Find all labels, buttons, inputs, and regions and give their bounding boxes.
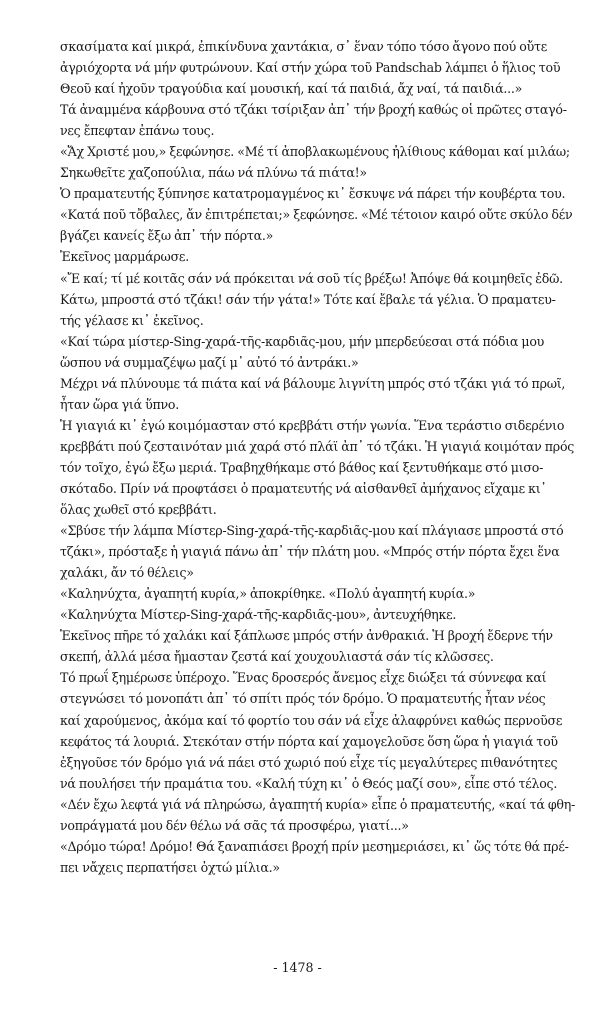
page-body bbox=[60, 36, 576, 878]
text-line: «Ἄχ Χριστέ μου,» ξεφώνησε. «Μέ τί ἀποβλακωμένους ἠλίθιους κάθομαι καί μιλάω; bbox=[60, 144, 570, 160]
text-line: κεφάτος τά λουριά. Στεκόταν στήν πόρτα καί χαμογελοῦσε ὅση ὥρα ἡ γιαγιά τοῦ bbox=[60, 733, 558, 749]
text-line: ὥσπου νά συμμαζέψω μαζί μ᾽ αὐτό τό ἀντράκι.» bbox=[60, 354, 359, 370]
text-line: Τά ἀναμμένα κάρβουνα στό τζάκι τσίριξαν ἀπ᾽ τήν βροχή καθώς οἱ πρῶτες σταγό- bbox=[60, 102, 567, 118]
text-line: Ἡ γιαγιά κι᾽ ἐγώ κοιμόμασταν στό κρεββάτι στήν γωνία. Ἕνα τεράστιο σιδερένιο bbox=[60, 417, 565, 433]
text-line: «Καληνύχτα, ἀγαπητή κυρία,» ἀποκρίθηκε. «Πολύ ἀγαπητή κυρία.» bbox=[60, 586, 476, 602]
text-line: τόν τοῖχο, ἐγώ ἔξω μεριά. Τραβηχθήκαμε στό βάθος καί ξεντυθήκαμε στό μισο- bbox=[60, 459, 544, 475]
text-line: «Ἔ καί; τί μέ κοιτᾶς σάν νά πρόκειται νά σοῦ τίς βρέξω! Ἀπόψε θά κοιμηθεῖς ἐδῶ. bbox=[60, 270, 563, 286]
text-line: «Δρόμο τώρα! Δρόμο! Θά ξαναπιάσει βροχή πρίν μεσημεριάσει, κι᾽ ὥς τότε θά πρέ- bbox=[60, 838, 569, 854]
text-line: νες ἔπεφταν ἐπάνω τους. bbox=[60, 123, 215, 139]
text-line: ἐξηγοῦσε τόν δρόμο γιά νά πάει στό χωριό πού εἶχε τίς μεγαλύτερες πιθανότητες bbox=[60, 754, 558, 770]
text-line: τζάκι», πρόσταξε ἡ γιαγιά πάνω ἀπ᾽ τήν πλάτη μου. «Μπρός στήν πόρτα ἔχει ἕνα bbox=[60, 544, 560, 560]
text-line: «Δέν ἔχω λεφτά γιά νά πληρώσω, ἀγαπητή κυρία» εἶπε ὁ πραματευτής, «καί τά φθη- bbox=[60, 796, 576, 812]
text-line: Ἐκεῖνος πῆρε τό χαλάκι καί ξάπλωσε μπρός στήν ἀνθρακιά. Ἡ βροχή ἔδερνε τήν bbox=[60, 628, 553, 644]
text-line: ἀγριόχορτα νά μήν φυτρώνουν. Καί στήν χώρα τοῦ Pandschab λάμπει ὁ ἥλιος τοῦ bbox=[60, 60, 561, 76]
text-line: «Καληνύχτα Μίστερ-Sing-χαρά-τῆς-καρδιᾶς-μου», ἀντευχήθηκε. bbox=[60, 607, 457, 623]
text-line: «Σβύσε τήν λάμπα Μίστερ-Sing-χαρά-τῆς-καρδιᾶς-μου καί πλάγιασε μπροστά στό bbox=[60, 523, 564, 539]
text-line: «Κατά ποῦ τὄβαλες, ἄν ἐπιτρέπεται;» ξεφώνησε. «Μέ τέτοιον καιρό οὔτε σκύλο δέν bbox=[60, 207, 573, 223]
text-line: ἦταν ὥρα γιά ὕπνο. bbox=[60, 396, 180, 412]
text-line: τής γέλασε κι᾽ ἐκεῖνος. bbox=[60, 312, 204, 328]
text-line: καί χαρούμενος, ἀκόμα καί τό φορτίο του σάν νά εἶχε ἀλαφρύνει καθώς περνοῦσε bbox=[60, 712, 563, 728]
text-line: νοπράγματά μου δέν θέλω νά σᾶς τά προσφέρω, γιατί...» bbox=[60, 817, 409, 833]
page-number: - 1478 - bbox=[273, 960, 322, 975]
text-line: Θεοῦ καί ἠχοῦν τραγούδια καί μουσική, καί τά παιδιά, ἄχ ναί, τά παιδιά...» bbox=[60, 81, 523, 97]
text-line: ὅλας χωθεῖ στό κρεββάτι. bbox=[60, 502, 217, 518]
text-line: Ὁ πραματευτής ξύπνησε κατατρομαγμένος κι᾽ ἔσκυψε νά πάρει τήν κουβέρτα του. bbox=[60, 186, 566, 202]
text-line: νά πουλήσει τήν πραμάτια του. «Καλή τύχη κι᾽ ὁ Θεός μαζί σου», εἶπε στό τέλος. bbox=[60, 775, 558, 791]
text-line: κρεββάτι πού ζεσταινόταν μιά χαρά στό πλάϊ ἀπ᾽ τό τζάκι. Ἡ γιαγιά κοιμόταν πρός bbox=[60, 438, 575, 454]
text-line: Ἐκεῖνος μαρμάρωσε. bbox=[60, 249, 189, 265]
text-line: Τό πρωΐ ξημέρωσε ὑπέροχο. Ἕνας δροσερός ἄνεμος εἶχε διώξει τά σύννεφα καί bbox=[60, 670, 547, 686]
text-line: χαλάκι, ἄν τό θέλεις» bbox=[60, 565, 194, 581]
text-line: στεγνώσει τό μονοπάτι ἀπ᾽ τό σπίτι πρός τόν δρόμο. Ὁ πραματευτής ἦταν νέος bbox=[60, 691, 546, 707]
text-line: Μέχρι νά πλύνουμε τά πιάτα καί νά βάλουμε λιγνίτη μπρός στό τζάκι γιά τό πρωῖ, bbox=[60, 375, 566, 391]
text-line: σκεπή, ἀλλά μέσα ἤμασταν ζεστά καί χουχουλιαστά σάν τίς κλῶσσες. bbox=[60, 649, 494, 665]
text-line: Κάτω, μπροστά στό τζάκι! σάν τήν γάτα!» Τότε καί ἔβαλε τά γέλια. Ὁ πραματευ- bbox=[60, 291, 556, 307]
text-line: «Καί τώρα μίστερ-Sing-χαρά-τῆς-καρδιᾶς-μου, μήν μπερδεύεσαι στά πόδια μου bbox=[60, 333, 545, 349]
text-line: βγάζει κανείς ἔξω ἀπ᾽ τήν πόρτα.» bbox=[60, 228, 274, 244]
text-line: σκασίματα καί μικρά, ἐπικίνδυνα χαντάκια, σ᾽ ἕναν τόπο τόσο ἄγονο πού οὔτε bbox=[60, 39, 548, 54]
text-line: Σηκωθεῖτε χαζοπούλια, πάω νά πλύνω τά πιάτα!» bbox=[60, 165, 367, 181]
text-line: σκόταδο. Πρίν νά προφτάσει ὁ πραματευτής νά αἰσθανθεῖ ἀμήχανος εἴχαμε κι᾽ bbox=[60, 480, 547, 496]
text-line: πει νἄχεις περπατήσει ὀχτώ μίλια.» bbox=[60, 859, 280, 875]
